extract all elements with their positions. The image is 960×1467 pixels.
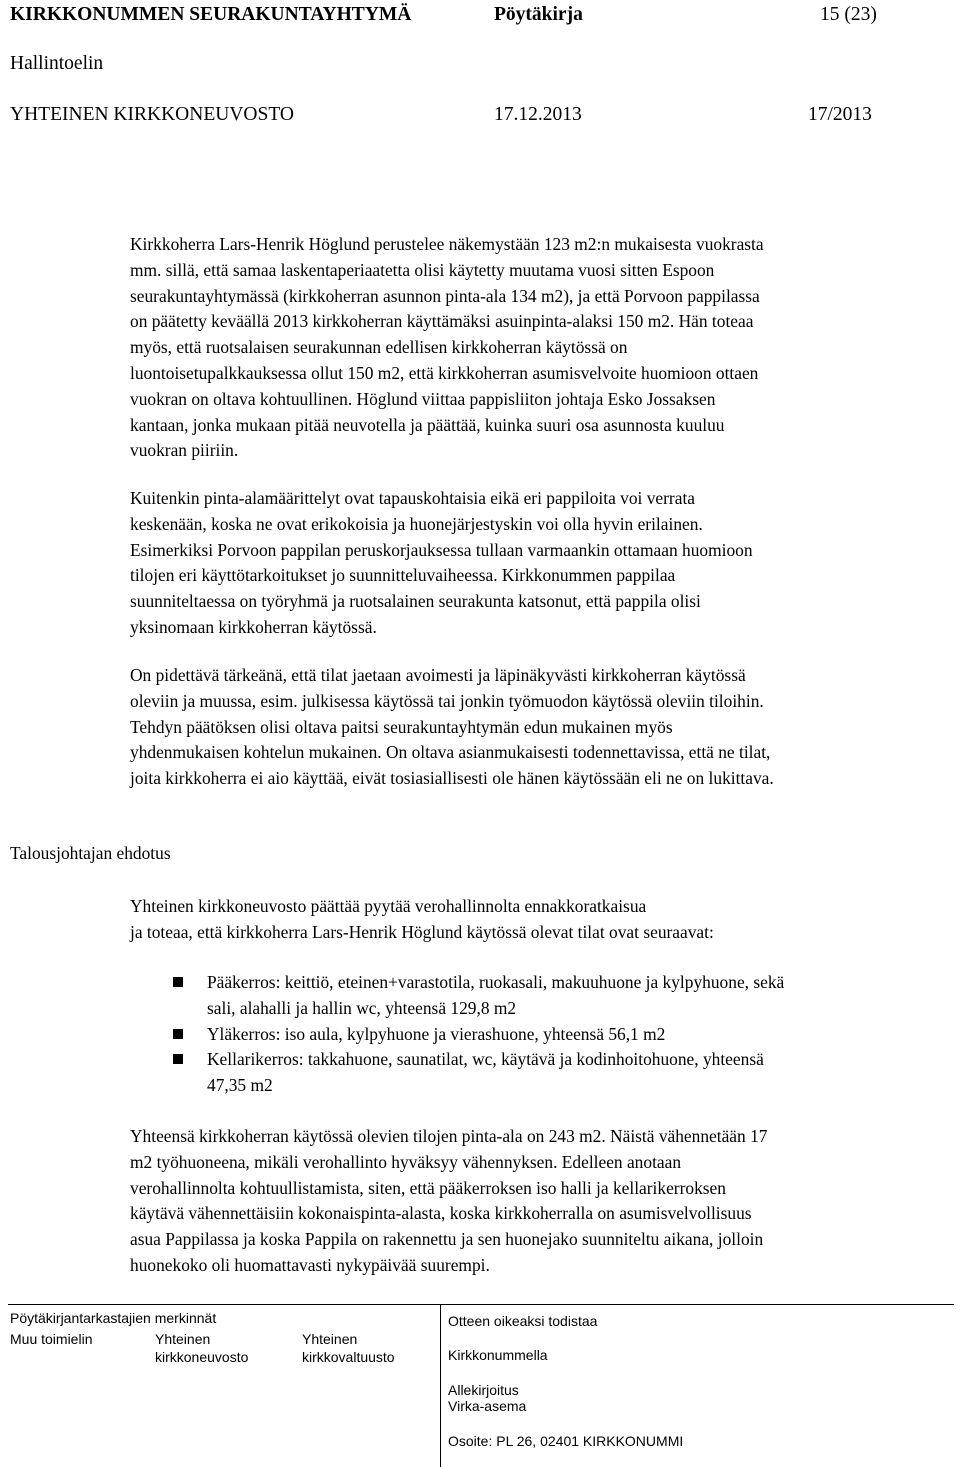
position-label: Virka-asema [448,1398,527,1414]
footer-divider [8,1304,954,1305]
text-line: sali, alahalli ja hallin wc, yhteensä 129,8 m2 [207,997,517,1018]
list-item [170,1047,950,1099]
paragraph-total-area [130,1124,930,1279]
room-list [170,970,950,1099]
bullet-square-icon [173,977,183,987]
text-line: Esimerkiksi Porvoon pappilan peruskorjauksessa tullaan varmaankin ottamaan huomioon [130,539,753,560]
department: Hallintoelin [10,53,104,74]
certification-place: Kirkkonummella [448,1347,548,1363]
text-line: luontoisetupalkkauksessa ollut 150 m2, että kirkkoherran asumisvelvoite huomioon ottaen [130,362,759,383]
text-line: Kuitenkin pinta-alamäärittelyt ovat tapauskohtaisia eikä eri pappiloita voi verrata [130,488,695,508]
text-line: Yhteensä kirkkoherran käytössä olevien tilojen pinta-ala on 243 m2. Näistä vähennetään 17 [130,1126,768,1146]
text-line: Kirkkoherra Lars-Henrik Höglund perustelee näkemystään 123 m2:n mukaisesta vuokrasta [130,234,764,254]
text-line: ja toteaa, että kirkkoherra Lars-Henrik Höglund käytössä olevat tilat ovat seuraavat: [130,921,714,942]
page-number: 15 (23) [820,4,877,25]
text-line: tilojen eri käyttötarkoitukset jo suunnitteluvaiheessa. Kirkkonummen pappilaa [130,565,676,586]
checkers-title: Pöytäkirjantarkastajien merkinnät [10,1310,217,1326]
address: Osoite: PL 26, 02401 KIRKKONUMMI [448,1433,684,1449]
text-line: asua Pappilassa ja koska Pappila on rakennettu ja sen huonejako suunniteltu aikana, jolloin [130,1229,764,1250]
checker-col-council-l2: kirkkoneuvosto [155,1349,249,1365]
paragraph-transparency [130,663,930,792]
text-line: joita kirkkoherra ei aio käyttää, eivät tosiasiallisesti ole hänen käytössään eli ne on lukittava. [130,768,774,789]
signature-label: Allekirjoitus [448,1382,519,1398]
meeting-date: 17.12.2013 [494,104,582,125]
text-line: kantaan, jonka mukaan pitää neuvotella ja päättää, kuinka suuri osa asunnosta kuuluu [130,414,725,435]
paragraph-area-definitions [130,486,930,641]
bullet-square-icon [173,1029,183,1039]
text-line: vuokran on oltava kohtuullinen. Höglund viittaa pappisliiton johtaja Esko Jossaksen [130,388,716,409]
text-line: yksinomaan kirkkoherran käytössä. [130,616,377,637]
list-item [170,1022,950,1048]
text-line: m2 työhuoneena, mikäli verohallinto hyväksyy vähennyksen. Edelleen anotaan [130,1151,682,1172]
text-line: Pääkerros: keittiö, eteinen+varastotila, ruokasali, makuuhuone ja kylpyhuone, sekä [207,972,785,992]
list-item [170,970,950,1022]
text-line: mm. sillä, että samaa laskentaperiaatetta olisi käytetty muutama vuosi sitten Espoon [130,259,715,280]
text-line: seurakuntayhtymässä (kirkkoherran asunnon pinta-ala 134 m2), ja että Porvoon pappilassa [130,285,760,306]
text-line: suunniteltaessa on työryhmä ja ruotsalainen seurakunta katsonut, että pappila olisi [130,591,701,612]
text-line: myös, että ruotsalaisen seurakunnan edellisen kirkkoherran käytössä on [130,337,628,358]
certification-title: Otteen oikeaksi todistaa [448,1313,598,1329]
text-line: on päätetty keväällä 2013 kirkkoherran käyttämäksi asuinpinta-alaksi 150 m2. Hän toteaa [130,311,754,332]
proposal-intro [130,894,930,946]
paragraph-rationale [130,232,930,464]
text-line: keskenään, koska ne ovat erikokoisia ja huonejärjestyskin voi olla hyvin erilainen. [130,513,703,534]
text-line: Kellarikerros: takkahuone, saunatilat, wc, käytävä ja kodinhoitohuone, yhteensä [207,1049,764,1070]
document-type: Pöytäkirja [494,4,583,25]
text-line: Yhteinen kirkkoneuvosto päättää pyytää verohallinnolta ennakkoratkaisua [130,896,647,916]
checker-col-assembly-l1: Yhteinen [302,1331,358,1347]
text-line: Yläkerros: iso aula, kylpyhuone ja vierashuone, yhteensä 56,1 m2 [207,1023,666,1044]
text-line: verohallinnolta kohtuullistamista, siten, että pääkerroksen iso halli ja kellarikerroksen [130,1177,726,1198]
footer-column-divider [440,1304,441,1467]
text-line: käytävä vähennettäisiin kokonaispinta-alasta, koska kirkkoherralla on asumisvelvollisuus [130,1203,752,1224]
meeting-number: 17/2013 [808,104,872,125]
proposal-heading: Talousjohtajan ehdotus [10,843,171,863]
body-name: YHTEINEN KIRKKONEUVOSTO [10,104,294,125]
text-line: Tehdyn päätöksen olisi oltava paitsi seurakuntayhtymän edun mukainen myös [130,716,673,737]
text-line: huonekoko oli huomattavasti nykypäivää suurempi. [130,1254,490,1275]
text-line: yhdenmukaisen kohtelun mukainen. On oltava asianmukaisesti todennettavissa, että ne tilat, [130,742,771,763]
text-line: vuokran piiriin. [130,440,239,461]
bullet-square-icon [173,1054,183,1064]
checker-col-other-body: Muu toimielin [10,1331,93,1347]
checker-col-council-l1: Yhteinen [155,1331,211,1347]
text-line: oleviin ja muussa, esim. julkisessa käytössä tai jonkin työmuodon käytössä oleviin tiloihin. [130,690,764,711]
text-line: On pidettävä tärkeänä, että tilat jaetaan avoimesti ja läpinäkyvästi kirkkoherran käytössä [130,665,746,685]
checker-col-assembly-l2: kirkkovaltuusto [302,1349,395,1365]
text-line: 47,35 m2 [207,1075,273,1096]
org-name: KIRKKONUMMEN SEURAKUNTAYHTYMÄ [10,4,412,25]
